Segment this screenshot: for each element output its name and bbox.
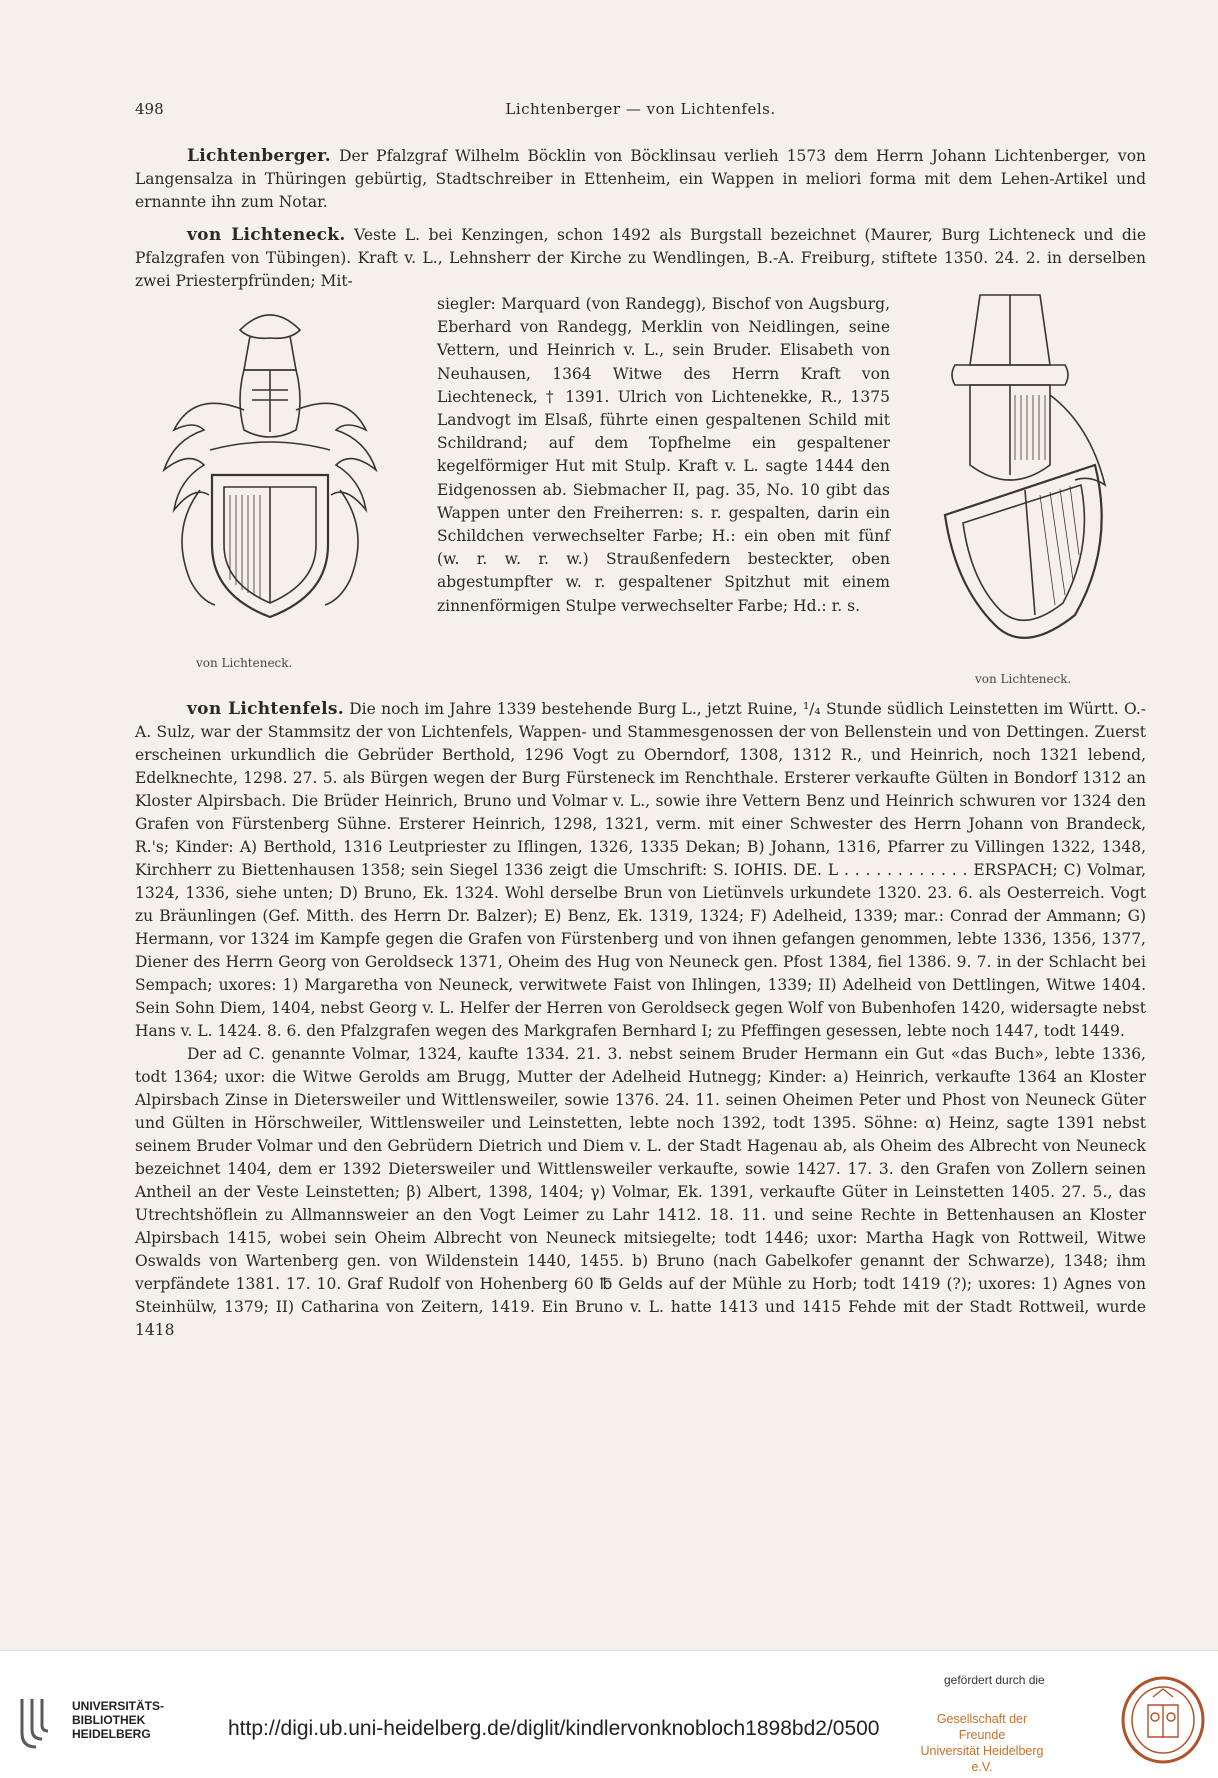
university-seal-icon	[1120, 1675, 1206, 1765]
entry-lichteneck	[135, 224, 1146, 293]
funded-by-label: gefördert durch die	[944, 1673, 1045, 1687]
page-number: 498	[135, 100, 164, 118]
university-library-logo-icon	[18, 1695, 62, 1751]
entry-lichtenfels	[135, 698, 1146, 1342]
entry-text-lichteneck-top: Veste L. bei Kenzingen, schon 1492 als Burgstall bezeichnet (Maurer, Burg Lichteneck und die Pfalzgrafen von Tübingen). Kraft v. L., Lehnsherr der Kirche zu Wendlingen, B.-A. Freiburg, stiftete 1350. 24. 2. in derselben zwei Priesterpfründen; Mit-	[135, 226, 1146, 290]
caption-left: von Lichteneck.	[196, 656, 293, 670]
coat-of-arms-right-icon	[925, 285, 1115, 670]
running-header	[135, 100, 1146, 122]
lemma-lichtenberger: Lichtenberger.	[187, 146, 332, 166]
entry-text-lichtenfels-para2: Der ad C. genannte Volmar, 1324, kaufte 1334. 21. 3. nebst seinem Bruder Hermann ein Gut «das Buch», lebte 1336, todt 1364; uxor: die Witwe Gerolds am Brugg, Mutter der Adelheid Hutnegg; Kinder: a) Heinrich, verkaufte 1364 an Kloster Alpirsbach Zinse in Dietersweiler und Wittlensweiler, sowie 1376. 24. 11. seinen Oheimen Peter und Phost von Neuneck Güter und Gülten in Hörschweiler, Wittlensweiler und Leinstetten, lebte noch 1392, todt 1395. Söhne: α) Heinz, sagte 1391 nebst seinem Bruder Volmar und den Gebrüdern Dietrich und Diem v. L. der Stadt Hagenau ab, als Oheim des Albrecht von Neuneck bezeichnet 1404, dem er 1392 Dietersweiler und Wittlensweiler verkaufte, sowie 1427. 17. 3. den Grafen von Zollern seinen Antheil an der Veste Leinstetten; β) Albert, 1398, 1404; γ) Volmar, Ek. 1391, verkaufte Güter in Leinstetten 1405. 27. 5., das Utrechtshöflein zu Allmannsweier an den Vogt Leimer zu Lahr 1412. 18. 11. und seine Rechte in Bettenhausen an Kloster Alpirsbach 1415, wobei sein Oheim Albrecht von Neuneck mitsiegelte; todt 1446; uxor: Martha Hagk von Rottweil, Witwe Oswalds von Wartenberg gen. von Wildenstein 1440, 1455. b) Bruno (nach Gabelkofer genannt der Schwarze), 1348; ihm verpfändete 1381. 17. 10. Graf Rudolf von Hohenberg 60 ℔ Gelds auf der Mühle zu Horb; todt 1419 (?); uxores: 1) Agnes von Steinhülw, 1379; II) Catharina von Zeitern, 1419. Ein Bruno v. L. hatte 1413 und 1415 Fehde mit der Stadt Rottweil, wurde 1418	[135, 1045, 1146, 1339]
entry-text-lichteneck-column: siegler: Marquard (von Randegg), Bischof von Augsburg, Eberhard von Randegg, Merklin von Neidlingen, seine Vettern, und Heinrich v. L., sein Bruder. Elisabeth von Neuhausen, 1364 Witwe des Herrn Kraft von Liechteneck, † 1391. Ulrich von Lichtenekke, R., 1375 Landvogt im Elsaß, führte einen gespaltenen Schild mit Schildrand; auf dem Topfhelme ein gespaltener kegelförmiger Hut mit Stulp. Kraft v. L. sagte 1444 den Eidgenossen ab. Siebmacher II, pag. 35, No. 10 gibt das Wappen unter den Freiherren: s. r. gespalten, darin ein Schildchen verwechselter Farbe; H.: ein oben mit fünf (w. r. w. r. w.) Straußenfedern besteckter, oben abgestumpfter w. r. gespaltener Spitzhut mit einem zinnenförmigen Stulpe verwechselter Farbe; Hd.: r. s.	[437, 295, 890, 615]
society-name: Gesellschaft der Freunde Universität Heidelberg e.V.	[920, 1712, 1044, 1774]
entry-text-lichtenfels-para1: Die noch im Jahre 1339 bestehende Burg L., jetzt Ruine, ¹/₄ Stunde südlich Leinstetten im Württ. O.-A. Sulz, war der Stammsitz der von Lichtenfels, Wappen- und Stammesgenossen der von Bellenstein und von Dettingen. Zuerst erscheinen urkundlich die Gebrüder Berthold, 1296 Vogt zu Oberndorf, 1308, 1312 R., und Heinrich, noch 1321 lebend, Edelknechte, 1298. 27. 5. als Bürgen wegen der Burg Fürsteneck im Renchthale. Ersterer verkaufte Gülten in Bondorf 1312 an Kloster Alpirsbach. Die Brüder Heinrich, Bruno und Volmar v. L., sowie ihre Vettern Benz und Heinrich schwuren vor 1324 den Grafen von Fürstenberg Sühne. Ersterer Heinrich, 1298, 1321, verm. mit einer Schwester des Herrn Johann von Brandeck, R.'s; Kinder: A) Berthold, 1316 Leutpriester zu Iflingen, 1326, 1335 Dekan; B) Johann, 1316, Pfarrer zu Villingen 1322, 1348, Kirchherr zu Biettenhausen 1358; sein Siegel 1336 zeigt die Umschrift: S. IOHIS. DE. L . . . . . . . . . . . . ERSPACH; C) Volmar, 1324, 1336, siehe unten; D) Bruno, Ek. 1324. Wohl derselbe Brun von Lietünvels urkundete 1320. 23. 6. als Oesterreich. Vogt zu Bräunlingen (Gef. Mitth. des Herrn Dr. Balzer); E) Benz, Ek. 1319, 1324; F) Adelheid, 1339; mar.: Conrad der Ammann; G) Hermann, vor 1324 im Kampfe gegen die Grafen von Fürstenberg und von ihnen gefangen genommen, lebte 1336, 1356, 1377, Diener des Herrn Georg von Geroldseck 1371, Oheim des Hug von Neuneck gen. Pfost 1384, fiel 1386. 9. 7. in der Schlacht bei Sempach; uxores: 1) Margaretha von Neuneck, verwitwete Faist von Ihlingen, 1339; II) Adelheid von Dettlingen, Witwe 1404. Sein Sohn Diem, 1404, nebst Georg v. L. Helfer der Herren von Geroldseck gegen Wolf von Bubenhofen 1420, widersagte nebst Hans v. L. 1424. 8. 6. den Pfalzgrafen wegen des Markgrafen Bernhard I; zu Pfeffingen gesessen, lebte noch 1447, todt 1449.	[135, 700, 1146, 1040]
running-title: Lichtenberger — von Lichtenfels.	[505, 100, 776, 118]
lemma-lichtenfels: von Lichtenfels.	[187, 699, 344, 719]
entry-lichtenberger	[135, 145, 1146, 214]
lemma-lichteneck: von Lichteneck.	[187, 225, 346, 245]
entry-text-lichtenberger: Der Pfalzgraf Wilhelm Böcklin von Böcklinsau verlieh 1573 dem Herrn Johann Lichtenberger, von Langensalza in Thüringen gebürtig, Stadtschreiber in Ettenheim, ein Wappen in meliori forma mit dem Lehen-Artikel und ernannte ihn zum Notar.	[135, 147, 1147, 211]
coat-of-arms-left-icon	[140, 300, 400, 640]
digitization-footer	[0, 1650, 1218, 1778]
library-name: UNIVERSITÄTS- BIBLIOTHEK HEIDELBERG	[72, 1699, 165, 1741]
permalink-url[interactable]: http://digi.ub.uni-heidelberg.de/diglit/kindlervonknobloch1898bd2/0500	[228, 1717, 880, 1740]
caption-right: von Lichteneck.	[975, 672, 1072, 686]
